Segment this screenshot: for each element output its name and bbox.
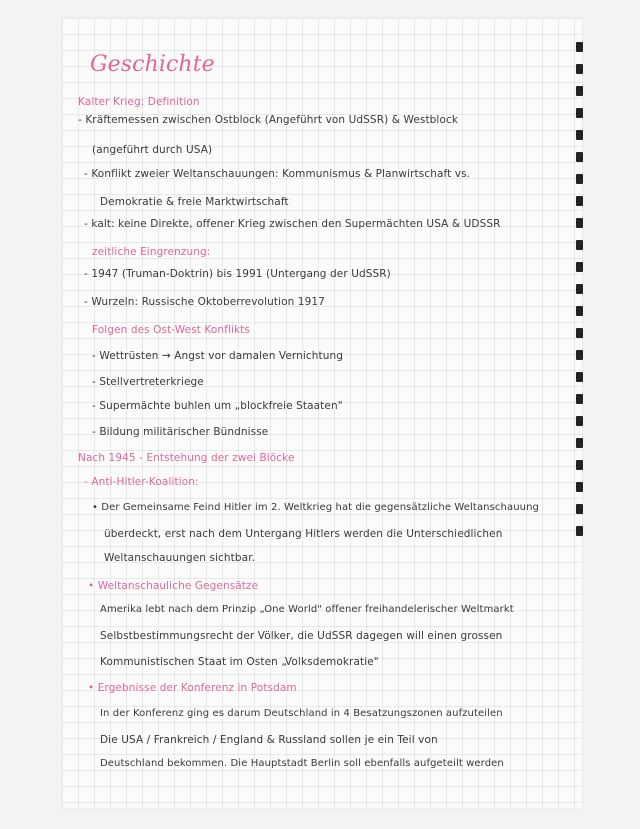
note-line: Weltanschauungen sichtbar.: [104, 552, 256, 564]
note-line: - Bildung militärischer Bündnisse: [92, 426, 269, 438]
note-line: Kommunistischen Staat im Osten „Volksdemokratie": [100, 656, 379, 668]
note-line: • Der Gemeinsame Feind Hitler im 2. Weltkrieg hat die gegensätzliche Weltanschauung: [92, 502, 539, 513]
page-title: Geschichte: [90, 52, 215, 77]
section-heading: zeitliche Eingrenzung:: [92, 246, 211, 258]
section-heading: Nach 1945 - Entstehung der zwei Blöcke: [78, 452, 295, 464]
subsection-heading: • Ergebnisse der Konferenz in Potsdam: [88, 682, 297, 694]
note-line: Selbstbestimmungsrecht der Völker, die UdSSR dagegen will einen grossen: [100, 630, 503, 642]
section-heading: Kalter Krieg: Definition: [78, 96, 200, 108]
note-line: - Konflikt zweier Weltanschauungen: Kommunismus & Planwirtschaft vs.: [84, 168, 471, 180]
spiral-binding: [576, 42, 586, 602]
note-line: In der Konferenz ging es darum Deutschland in 4 Besatzungszonen aufzuteilen: [100, 708, 503, 719]
note-line: Amerika lebt nach dem Prinzip „One World" offener freihandelerischer Weltmarkt: [100, 604, 514, 615]
note-line: - Wurzeln: Russische Oktoberrevolution 1917: [84, 296, 325, 308]
note-line: Deutschland bekommen. Die Hauptstadt Berlin soll ebenfalls aufgeteilt werden: [100, 758, 504, 769]
note-line: überdeckt, erst nach dem Untergang Hitlers werden die Unterschiedlichen: [104, 528, 503, 540]
subsection-heading: • Weltanschauliche Gegensätze: [88, 580, 259, 592]
section-heading: Folgen des Ost-West Konflikts: [92, 324, 250, 336]
note-line: Demokratie & freie Marktwirtschaft: [100, 196, 289, 208]
note-line: - kalt: keine Direkte, offener Krieg zwischen den Supermächten USA & UDSSR: [84, 218, 501, 230]
note-line: - Supermächte buhlen um „blockfreie Staaten": [92, 400, 343, 412]
subsection-heading: - Anti-Hitler-Koalition:: [84, 476, 199, 488]
note-line: - Wettrüsten → Angst vor damalen Vernichtung: [92, 350, 344, 362]
note-line: (angeführt durch USA): [92, 144, 213, 156]
note-line: Die USA / Frankreich / England & Russland sollen je ein Teil von: [100, 734, 438, 746]
note-line: - 1947 (Truman-Doktrin) bis 1991 (Untergang der UdSSR): [84, 268, 391, 280]
note-line: - Kräftemessen zwischen Ostblock (Angeführt von UdSSR) & Westblock: [78, 114, 459, 126]
note-line: - Stellvertreterkriege: [92, 376, 204, 388]
